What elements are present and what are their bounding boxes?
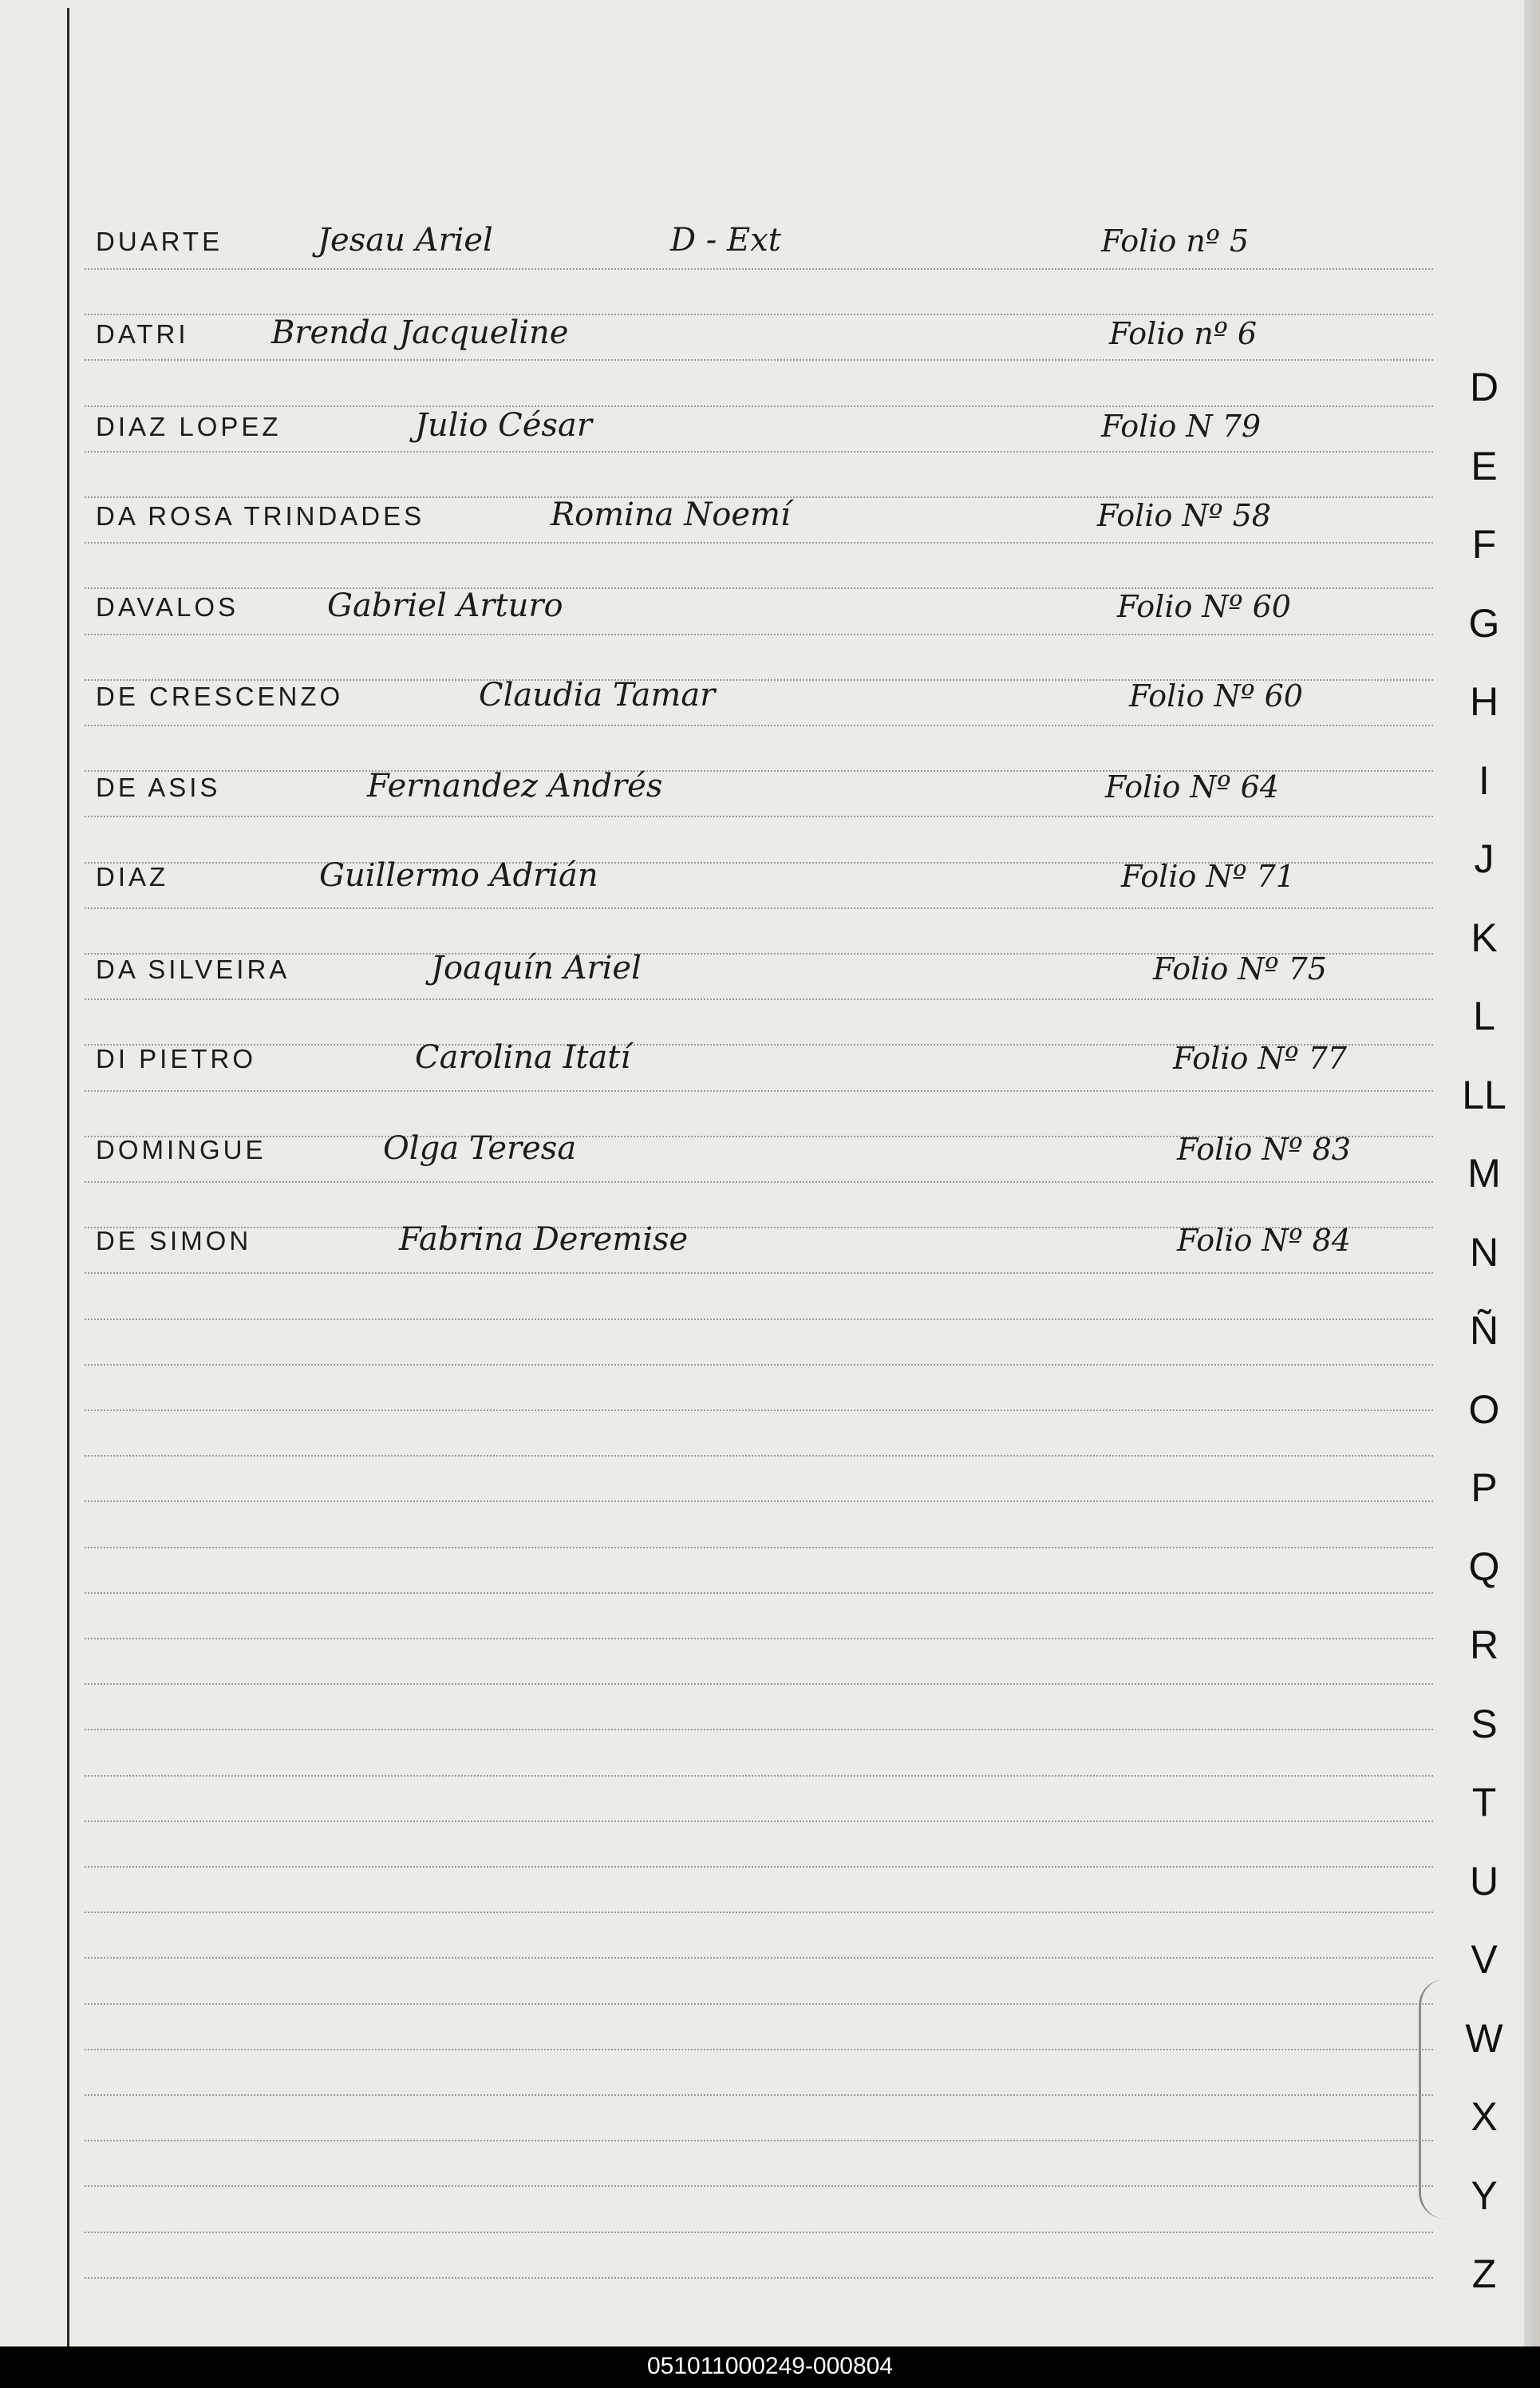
ruled-line: [85, 2232, 1433, 2233]
ruled-line: [85, 1729, 1433, 1730]
index-tab[interactable]: U: [1469, 1858, 1499, 1904]
index-tab[interactable]: W: [1465, 2015, 1503, 2061]
index-tab[interactable]: G: [1468, 600, 1500, 646]
index-tab[interactable]: Q: [1468, 1544, 1500, 1589]
ledger-entry: [96, 492, 1436, 540]
ruled-line: [85, 1866, 1433, 1868]
ledger-entry: [96, 217, 1436, 265]
index-tab[interactable]: E: [1471, 443, 1498, 488]
entry-given-names: Joaquín Ariel: [431, 950, 642, 986]
entry-surname: DOMINGUE: [96, 1135, 267, 1164]
ledger-entry: [96, 1125, 1436, 1173]
entry-folio: Folio nº 5: [1101, 223, 1250, 259]
entry-surname: DUARTE: [96, 227, 223, 256]
index-tab[interactable]: J: [1474, 836, 1495, 881]
ruled-line: [85, 451, 1433, 453]
entry-surname: DA ROSA TRINDADES: [96, 501, 425, 531]
entry-given-names: Fernandez Andrés: [367, 768, 663, 805]
entry-given-names: Claudia Tamar: [479, 677, 716, 714]
ledger-entry: [96, 1216, 1436, 1264]
entry-surname: DE CRESCENZO: [96, 682, 344, 711]
entry-surname: DIAZ LOPEZ: [96, 412, 282, 441]
ledger-entry: [96, 672, 1436, 720]
ruled-line: [85, 1547, 1433, 1548]
entry-folio: Folio Nº 77: [1173, 1041, 1347, 1076]
entry-surname: DA SILVEIRA: [96, 955, 290, 984]
ruled-line: [85, 634, 1433, 635]
ruled-line: [85, 1272, 1433, 1274]
index-tab[interactable]: L: [1473, 994, 1495, 1038]
entry-surname: DATRI: [96, 319, 189, 349]
footer-code: 051011000249-000804: [646, 2353, 894, 2379]
ledger-entry: [96, 852, 1436, 900]
entry-folio: Folio Nº 60: [1129, 678, 1303, 714]
ruled-line: [85, 1090, 1433, 1092]
index-tab[interactable]: D: [1469, 365, 1499, 409]
index-tab[interactable]: Ñ: [1469, 1308, 1499, 1353]
entry-note: D - Ext: [670, 222, 781, 259]
entry-given-names: Fabrina Deremise: [399, 1221, 689, 1258]
entry-given-names: Gabriel Arturo: [327, 587, 563, 624]
index-tab[interactable]: V: [1471, 1937, 1498, 1982]
entry-folio: Folio Nº 71: [1121, 859, 1295, 894]
ledger-entry: [96, 763, 1436, 811]
ruled-line: [85, 2094, 1433, 2096]
index-tab[interactable]: Z: [1471, 2252, 1497, 2296]
ledger-entry: [96, 310, 1436, 358]
index-tab[interactable]: O: [1468, 1386, 1500, 1432]
entry-folio: Folio Nº 75: [1153, 951, 1327, 986]
entry-folio: Folio Nº 58: [1097, 498, 1271, 533]
ruled-line: [85, 1455, 1433, 1457]
index-tab[interactable]: T: [1471, 1780, 1497, 1825]
ruled-line: [85, 268, 1433, 270]
index-tab[interactable]: Y: [1471, 2173, 1498, 2218]
ruled-line: [85, 1364, 1433, 1366]
entry-given-names: Brenda Jacqueline: [271, 314, 569, 351]
ruled-line: [85, 725, 1433, 726]
index-tab[interactable]: K: [1471, 915, 1498, 960]
ruled-line: [85, 1912, 1433, 1913]
index-tab[interactable]: F: [1471, 522, 1497, 567]
ledger-entry: [96, 945, 1436, 993]
ruled-line: [85, 1638, 1433, 1639]
footer-bar: [0, 2346, 1540, 2388]
ledger-entry: [96, 1034, 1436, 1082]
entry-given-names: Olga Teresa: [383, 1130, 577, 1167]
entry-folio: Folio N 79: [1101, 409, 1262, 444]
entry-surname: DIAZ: [96, 862, 169, 892]
ruled-line: [85, 2049, 1433, 2050]
index-tab[interactable]: S: [1471, 1701, 1498, 1746]
entry-surname: DE SIMON: [96, 1226, 252, 1255]
ruled-line: [85, 2003, 1433, 2005]
entry-surname: DI PIETRO: [96, 1044, 257, 1073]
ledger-entry: [96, 583, 1436, 631]
ruled-line: [85, 2277, 1433, 2279]
entry-given-names: Romina Noemí: [551, 496, 791, 533]
ruled-line: [85, 1181, 1433, 1183]
entry-folio: Folio Nº 83: [1177, 1132, 1351, 1167]
ruled-line: [85, 1683, 1433, 1685]
ruled-line: [85, 816, 1433, 817]
entry-given-names: Carolina Itatí: [415, 1039, 631, 1076]
index-tab[interactable]: N: [1469, 1229, 1499, 1275]
ruled-line: [85, 998, 1433, 1000]
index-tab[interactable]: H: [1469, 679, 1499, 724]
ruled-line: [85, 2140, 1433, 2141]
ruled-line: [85, 1409, 1433, 1411]
ruled-line: [85, 2185, 1433, 2187]
ruled-line: [85, 907, 1433, 909]
index-tab[interactable]: P: [1471, 1465, 1498, 1510]
index-tab[interactable]: X: [1471, 2094, 1498, 2139]
index-tab[interactable]: I: [1479, 757, 1490, 803]
ruled-line: [85, 542, 1433, 544]
entry-given-names: Guillermo Adrián: [319, 857, 598, 894]
entry-folio: Folio Nº 60: [1117, 589, 1291, 624]
entry-surname: DE ASIS: [96, 773, 221, 802]
ruled-line: [85, 1957, 1433, 1959]
entry-surname: DAVALOS: [96, 592, 239, 622]
ruled-line: [85, 1319, 1433, 1320]
entry-folio: Folio nº 6: [1109, 316, 1258, 351]
ledger-entry: [96, 402, 1436, 450]
ruled-line: [85, 359, 1433, 361]
entry-given-names: Jesau Ariel: [318, 222, 493, 259]
ruled-line: [85, 1821, 1433, 1822]
ruled-line: [85, 1775, 1433, 1777]
ruled-line: [85, 1592, 1433, 1594]
alphabet-index-tabs: [1436, 364, 1532, 2319]
index-tab[interactable]: LL: [1462, 1072, 1506, 1117]
entry-folio: Folio Nº 64: [1105, 769, 1279, 805]
index-tab[interactable]: R: [1469, 1623, 1499, 1667]
entry-given-names: Julio César: [415, 407, 592, 444]
entry-folio: Folio Nº 84: [1177, 1223, 1351, 1258]
margin-line: [67, 8, 69, 2346]
index-tab[interactable]: M: [1467, 1151, 1501, 1196]
ruled-line: [85, 1500, 1433, 1502]
